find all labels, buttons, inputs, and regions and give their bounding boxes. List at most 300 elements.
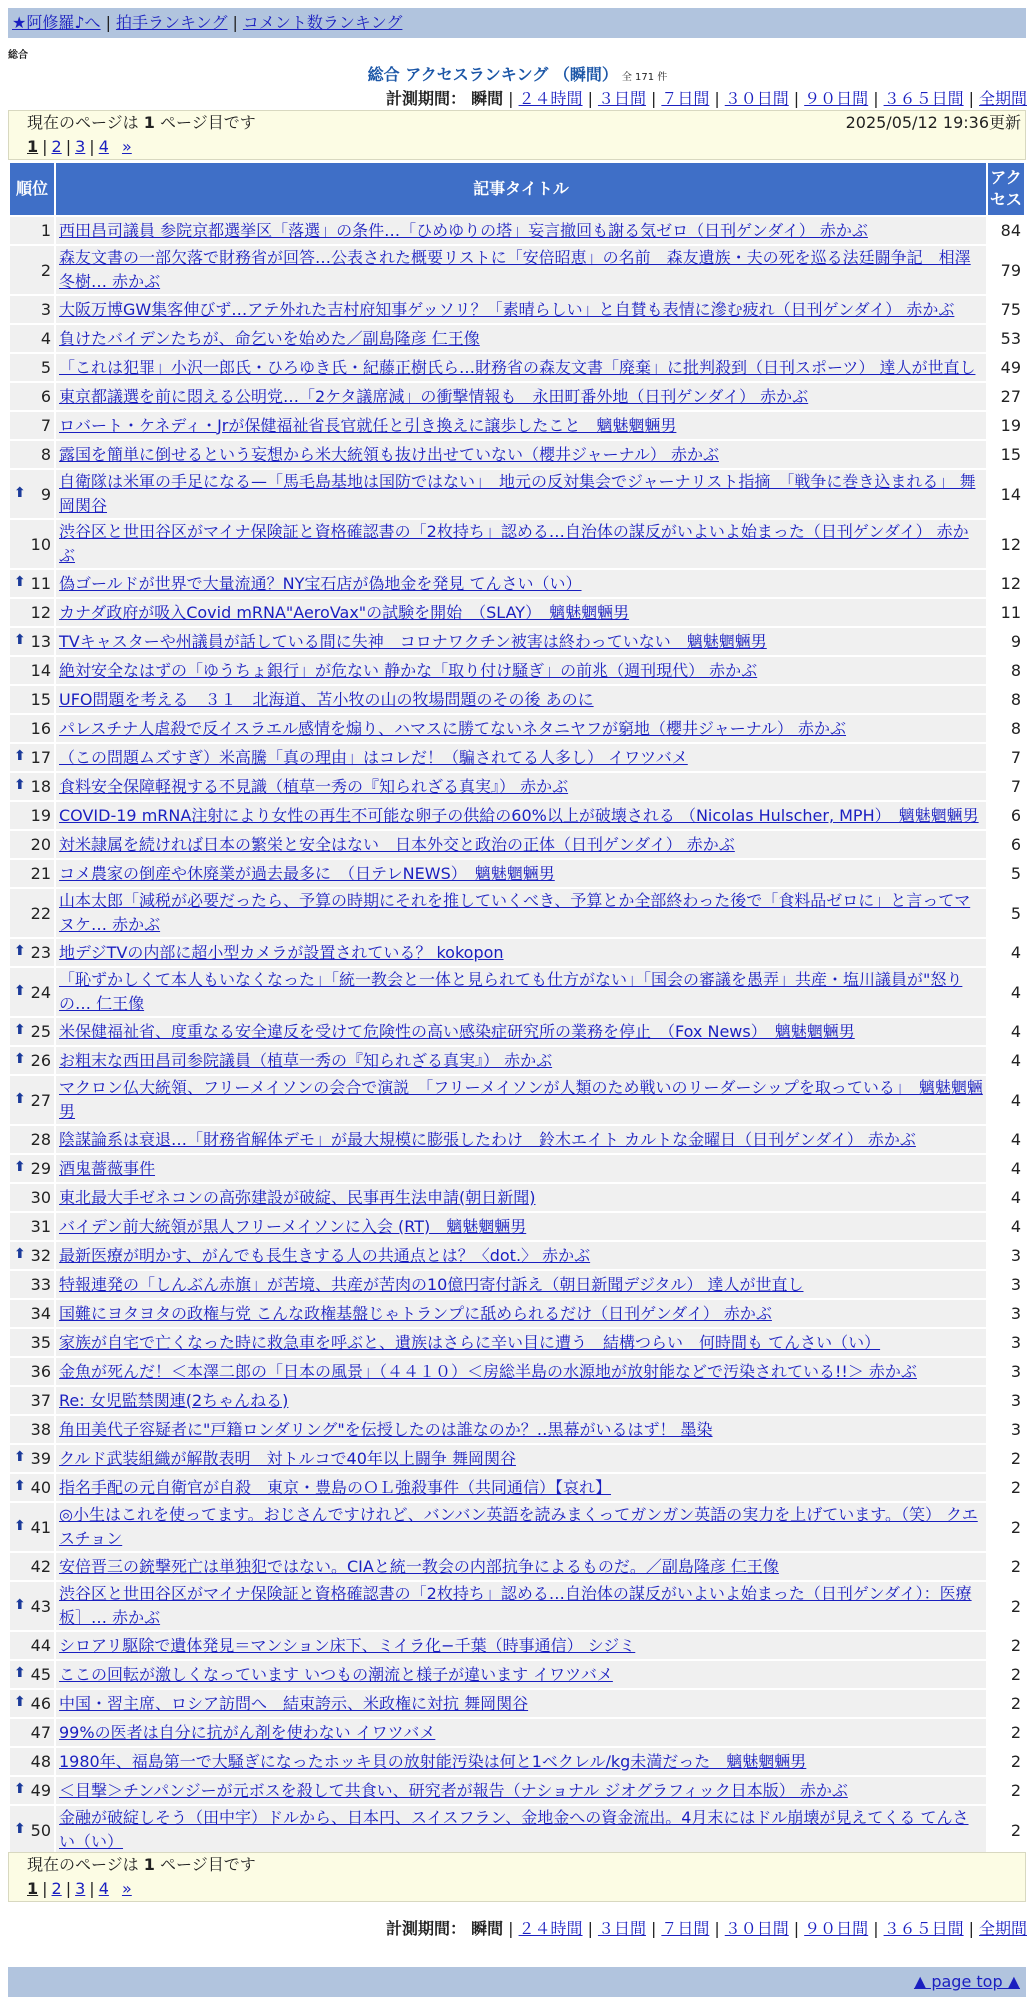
article-title-link[interactable]: ＜目撃＞チンパンジーが元ボスを殺して共食い、研究者が報告（ナショナル ジオグラフィック日本版） 赤かぶ xyxy=(59,1780,848,1800)
access-count: 19 xyxy=(988,412,1024,439)
rank-number: 31 xyxy=(30,1217,51,1236)
rank-number: 39 xyxy=(30,1449,51,1468)
table-row xyxy=(10,1719,1024,1746)
nav-separator: | xyxy=(232,13,238,32)
ranking-table xyxy=(8,161,1026,1856)
rank-up-arrow-icon: ⬆ xyxy=(14,1694,26,1710)
rank-number: 24 xyxy=(30,982,51,1002)
title-cell xyxy=(56,1582,986,1630)
table-row xyxy=(10,1184,1024,1211)
title-cell xyxy=(56,1018,986,1045)
article-title-link[interactable]: ここの回転が激しくなっています いつもの潮流と様子が違います イワツバメ xyxy=(59,1664,613,1684)
period-24h-link[interactable]: ２４時間 xyxy=(518,89,583,108)
rank-cell xyxy=(10,1748,54,1775)
title-cell xyxy=(56,773,986,800)
title-cell xyxy=(56,628,986,655)
rank-number: 12 xyxy=(30,603,51,622)
article-title-link[interactable]: 大阪万博GW集客伸びず…アテ外れた吉村府知事ゲッソリ？「素晴らしい」と自賛も表情に滲む疲れ（日刊ゲンダイ） 赤かぶ xyxy=(59,299,955,319)
article-title-link[interactable]: マクロン仏大統領、フリーメイソンの会合で演説 「フリーメイソンが人類のため戦いのリーダーシップを取っている」 魑魅魍魎男 xyxy=(59,1078,983,1121)
rank-cell xyxy=(10,1582,54,1630)
title-cell xyxy=(56,354,986,381)
period-7d-link[interactable]: ７日間 xyxy=(661,89,710,108)
pager-current-number: 1 xyxy=(143,1855,155,1874)
rank-number: 14 xyxy=(30,661,51,680)
table-row xyxy=(10,570,1024,597)
title-cell xyxy=(56,1748,986,1775)
rank-number: 49 xyxy=(30,1781,51,1800)
article-title-link[interactable]: 家族が自宅で亡くなった時に救急車を呼ぶと、遺族はさらに辛い目に遭う 結構つらい 何時間も てんさい（い） xyxy=(59,1332,881,1352)
rank-number: 16 xyxy=(30,719,51,738)
access-count: 4 xyxy=(988,1047,1024,1074)
access-count: 3 xyxy=(988,1358,1024,1385)
table-row xyxy=(10,686,1024,713)
title-cell xyxy=(56,715,986,742)
pager-prefix: 現在のページは xyxy=(27,1855,139,1874)
table-row xyxy=(10,889,1024,937)
table-row xyxy=(10,968,1024,1016)
pager-suffix: ページ目です xyxy=(160,1855,256,1874)
access-count: 3 xyxy=(988,1300,1024,1327)
article-title-link[interactable]: 米保健福祉省、度重なる安全違反を受けて危険性の高い感染症研究所の業務を停止 （Fox News） 魑魅魍魎男 xyxy=(59,1021,855,1041)
rank-cell xyxy=(10,1719,54,1746)
title-cell xyxy=(56,744,986,771)
pager-status xyxy=(9,111,1025,135)
period-label: 計測期間： xyxy=(386,89,467,108)
pager-page-4[interactable]: 4 xyxy=(98,1879,109,1898)
title-cell xyxy=(56,1155,986,1182)
pager-current-number: 1 xyxy=(143,113,155,132)
rank-number: 50 xyxy=(30,1820,51,1840)
rank-cell xyxy=(10,715,54,742)
article-title-link[interactable]: 西田昌司議員 参院京都選挙区「落選」の条件…「ひめゆりの塔」妄言撤回も謝る気ゼロ（日刊ゲンダイ） 赤かぶ xyxy=(59,220,868,240)
title-cell xyxy=(56,1358,986,1385)
table-row xyxy=(10,802,1024,829)
table-row xyxy=(10,412,1024,439)
pager-page-4[interactable]: 4 xyxy=(98,137,109,156)
table-row xyxy=(10,1777,1024,1804)
title-cell xyxy=(56,246,986,294)
rank-number: 25 xyxy=(30,1022,51,1041)
rank-up-arrow-icon: ⬆ xyxy=(14,1665,26,1681)
article-title-link[interactable]: 自衛隊は米軍の手足になる—「馬毛島基地は国防ではない」 地元の反対集会でジャーナリスト指摘 「戦争に巻き込まれる」 舞岡関谷 xyxy=(59,472,976,515)
title-cell xyxy=(56,383,986,410)
table-row xyxy=(10,354,1024,381)
article-title-link[interactable]: 特報連発の「しんぶん赤旗」が苦境、共産が苦肉の10億円寄付訴え（朝日新聞デジタル） 達人が世直し xyxy=(59,1274,804,1294)
article-title-link[interactable]: お粗末な西田昌司参院議員（植草一秀の『知られざる真実』） 赤かぶ xyxy=(59,1050,553,1070)
table-row xyxy=(10,1213,1024,1240)
access-count: 12 xyxy=(988,520,1024,568)
pager-page-2[interactable]: 2 xyxy=(51,137,62,156)
rank-up-arrow-icon: ⬆ xyxy=(14,1022,26,1038)
table-row xyxy=(10,628,1024,655)
rank-number: 15 xyxy=(30,690,51,709)
period-24h-link[interactable]: ２４時間 xyxy=(518,1919,583,1938)
title-cell xyxy=(56,599,986,626)
access-count: 4 xyxy=(988,1213,1024,1240)
title-cell xyxy=(56,570,986,597)
rank-cell xyxy=(10,354,54,381)
rank-number: 19 xyxy=(30,806,51,825)
article-title-link[interactable]: 渋谷区と世田谷区がマイナ保険証と資格確認書の「2枚持ち」認める…自治体の謀反がいよいよ始まった（日刊ゲンダイ） 赤かぶ xyxy=(59,522,969,565)
pager-page-3[interactable]: 3 xyxy=(75,137,86,156)
nav-separator: | xyxy=(105,13,111,32)
comment-ranking-link[interactable]: コメント数ランキング xyxy=(242,13,403,32)
rank-up-arrow-icon: ⬆ xyxy=(14,1159,26,1175)
title-cell xyxy=(56,325,986,352)
period-90d-link[interactable]: ９０日間 xyxy=(804,89,869,108)
article-title-link[interactable]: コメ農家の倒産や休廃業が過去最多に （日テレNEWS） 魑魅魍魎男 xyxy=(59,863,555,883)
rank-number: 17 xyxy=(30,748,51,767)
article-title-link[interactable]: COVID-19 mRNA注射により女性の再生不可能な卵子の供給の60%以上が破壊される （Nicolas Hulscher, MPH） 魑魅魍魎男 xyxy=(59,805,979,825)
title-cell xyxy=(56,1271,986,1298)
table-row xyxy=(10,1358,1024,1385)
title-cell xyxy=(56,1047,986,1074)
pager-next[interactable]: » xyxy=(121,1879,132,1898)
title-cell xyxy=(56,1213,986,1240)
article-title-link[interactable]: ◎小生はこれを使ってます。おじさんですけれど、バンバン英語を読みまくってガンガン英語の実力を上げています。（笑） クエスチョン xyxy=(59,1505,978,1548)
title-cell xyxy=(56,1661,986,1688)
article-title-link[interactable]: 金魚が死んだ！＜本澤二郎の「日本の風景」（４４１０）＜房総半島の水源地が放射能などで汚染されている!!＞ 赤かぶ xyxy=(59,1361,917,1381)
article-title-link[interactable]: 露国を簡単に倒せるという妄想から米大統領も抜け出せていない（櫻井ジャーナル） 赤かぶ xyxy=(59,444,719,464)
access-count: 14 xyxy=(988,470,1024,518)
article-title-link[interactable]: 中国・習主席、ロシア訪問へ 結束誇示、米政権に対抗 舞岡関谷 xyxy=(59,1693,529,1713)
article-title-link[interactable]: 角田美代子容疑者に"戸籍ロンダリング"を伝授したのは誰なのか？‥黒幕がいるはず！ 墨染 xyxy=(59,1419,713,1439)
access-count: 75 xyxy=(988,296,1024,323)
title-cell xyxy=(56,889,986,937)
article-title-link[interactable]: 東北最大手ゼネコンの高弥建設が破綻、民事再生法申請(朝日新聞) xyxy=(59,1187,536,1207)
access-count: 8 xyxy=(988,657,1024,684)
article-title-link[interactable]: 「恥ずかしくて本人もいなくなった」「統一教会と一体と見られても仕方がない」「国会の審議を愚弄」共産・塩川議員が"怒りの… 仁王像 xyxy=(59,970,963,1013)
pager-current: 1 xyxy=(27,1879,39,1898)
period-3d-link[interactable]: ３日間 xyxy=(597,1919,646,1938)
rank-number: 7 xyxy=(40,416,51,435)
rank-cell xyxy=(10,1126,54,1153)
table-row xyxy=(10,1445,1024,1472)
table-row xyxy=(10,1806,1024,1854)
rank-number: 2 xyxy=(40,260,51,280)
rank-cell xyxy=(10,773,54,800)
access-count: 4 xyxy=(988,1076,1024,1124)
rank-cell xyxy=(10,325,54,352)
title-cell xyxy=(56,441,986,468)
rank-number: 11 xyxy=(30,574,51,593)
table-row xyxy=(10,1242,1024,1269)
period-label: 計測期間： xyxy=(386,1919,467,1938)
rank-number: 20 xyxy=(30,835,51,854)
rank-cell xyxy=(10,1155,54,1182)
rank-cell xyxy=(10,383,54,410)
access-count: 4 xyxy=(988,1018,1024,1045)
article-title-link[interactable]: シロアリ駆除で遺体発見＝マンション床下、ミイラ化−千葉（時事通信） シジミ xyxy=(59,1635,636,1655)
access-count: 2 xyxy=(988,1661,1024,1688)
header-access: アクセス xyxy=(988,163,1024,215)
access-count: 49 xyxy=(988,354,1024,381)
title-cell xyxy=(56,1387,986,1414)
access-count: 7 xyxy=(988,773,1024,800)
period-30d-link[interactable]: ３０日間 xyxy=(724,1919,789,1938)
rank-number: 46 xyxy=(30,1694,51,1713)
rank-number: 27 xyxy=(30,1090,51,1110)
title-cell xyxy=(56,1553,986,1580)
period-3d-link[interactable]: ３日間 xyxy=(597,89,646,108)
article-title-link[interactable]: TVキャスターや州議員が話している間に失神 コロナワクチン被害は終わっていない 魑魅魍魎男 xyxy=(59,631,767,651)
rank-up-arrow-icon: ⬆ xyxy=(14,943,26,959)
article-title-link[interactable]: 山本太郎「減税が必要だったら、予算の時期にそれを推していくべき、予算とか全部終わった後で「食料品ゼロに」と言ってマヌケ… 赤かぶ xyxy=(59,891,971,934)
rank-up-arrow-icon: ⬆ xyxy=(14,1478,26,1494)
rank-cell xyxy=(10,1777,54,1804)
title-cell xyxy=(56,1445,986,1472)
pager-top xyxy=(8,110,1026,160)
access-count: 2 xyxy=(988,1582,1024,1630)
access-count: 53 xyxy=(988,325,1024,352)
rank-up-arrow-icon: ⬆ xyxy=(14,1596,26,1613)
title-cell xyxy=(56,968,986,1016)
title-cell xyxy=(56,1777,986,1804)
updated-timestamp: 2025/05/12 19:36更新 xyxy=(845,113,1021,132)
rank-number: 3 xyxy=(40,300,51,319)
table-row xyxy=(10,657,1024,684)
applause-ranking-link[interactable]: 拍手ランキング xyxy=(115,13,228,32)
rank-number: 8 xyxy=(40,445,51,464)
article-title-link[interactable]: 負けたバイデンたちが、命乞いを始めた／副島隆彦 仁王像 xyxy=(59,328,480,348)
title-cell xyxy=(56,1242,986,1269)
rank-cell xyxy=(10,1184,54,1211)
article-title-link[interactable]: ロバート・ケネディ・Jrが保健福祉省長官就任と引き換えに譲歩したこと 魑魅魍魎男 xyxy=(59,415,677,435)
rank-number: 41 xyxy=(30,1517,51,1537)
table-row xyxy=(10,1155,1024,1182)
rank-cell xyxy=(10,1018,54,1045)
rank-up-arrow-icon: ⬆ xyxy=(14,574,26,590)
table-row xyxy=(10,1503,1024,1551)
pager-links-bottom: 1 | 2 | 3 | 4 » xyxy=(27,1879,132,1898)
pager-status-bottom xyxy=(9,1853,1025,1877)
rank-number: 34 xyxy=(30,1304,51,1323)
table-row xyxy=(10,325,1024,352)
rank-cell xyxy=(10,1242,54,1269)
table-row xyxy=(10,1300,1024,1327)
rank-cell xyxy=(10,217,54,244)
title-cell xyxy=(56,1690,986,1717)
rank-number: 6 xyxy=(40,387,51,406)
article-title-link[interactable]: クルド武装組織が解散表明 対トルコで40年以上闘争 舞岡関谷 xyxy=(59,1448,516,1468)
table-row xyxy=(10,1748,1024,1775)
access-count: 2 xyxy=(988,1690,1024,1717)
table-row xyxy=(10,860,1024,887)
access-count: 2 xyxy=(988,1719,1024,1746)
rank-cell xyxy=(10,1213,54,1240)
rank-cell xyxy=(10,1661,54,1688)
title-cell xyxy=(56,1806,986,1854)
article-title-link[interactable]: 安倍晋三の銃撃死亡は単独犯ではない。CIAと統一教会の内部抗争によるものだ。／副島隆彦 仁王像 xyxy=(59,1556,779,1576)
article-title-link[interactable]: 99%の医者は自分に抗がん剤を使わない イワツバメ xyxy=(59,1722,436,1742)
rank-cell xyxy=(10,889,54,937)
article-title-link[interactable]: （この問題ムズすぎ）米高騰「真の理由」はコレだ！（騙されてる人多し） イワツバメ xyxy=(59,747,688,767)
rank-number: 5 xyxy=(40,358,51,377)
article-title-link[interactable]: 1980年、福島第一で大騒ぎになったホッキ貝の放射能汚染は何と1ベクレル/kg未満だった 魑魅魍魎男 xyxy=(59,1751,807,1771)
article-title-link[interactable]: 森友文書の一部欠落で財務省が回答…公表された概要リストに「安倍昭恵」の名前 森友遺族・夫の死を巡る法廷闘争記 相澤冬樹… 赤かぶ xyxy=(59,248,971,291)
rank-cell xyxy=(10,744,54,771)
pager-current: 1 xyxy=(27,137,39,156)
table-row xyxy=(10,1661,1024,1688)
page-title xyxy=(0,62,1035,85)
rank-number: 22 xyxy=(30,903,51,923)
article-title-link[interactable]: 「これは犯罪」小沢一郎氏・ひろゆき氏・紀藤正樹氏ら…財務省の森友文書「廃棄」に批判殺到（日刊スポーツ） 達人が世直し xyxy=(59,357,976,377)
access-count: 4 xyxy=(988,1126,1024,1153)
rank-cell xyxy=(10,1329,54,1356)
rank-number: 40 xyxy=(30,1478,51,1497)
rank-number: 42 xyxy=(30,1557,51,1576)
access-count: 3 xyxy=(988,1416,1024,1443)
access-count: 8 xyxy=(988,715,1024,742)
table-row xyxy=(10,939,1024,966)
article-title-link[interactable]: UFO問題を考える ３１ 北海道、苫小牧の山の牧場問題のその後 あのに xyxy=(59,689,594,709)
rank-cell xyxy=(10,1632,54,1659)
article-title-link[interactable]: 指名手配の元自衛官が自殺 東京・豊島のＯＬ強殺事件（共同通信）【哀れ】 xyxy=(59,1477,612,1497)
title-cell xyxy=(56,412,986,439)
article-title-link[interactable]: 偽ゴールドが世界で大量流通？NY宝石店が偽地金を発見 てんさい（い） xyxy=(59,573,582,593)
article-title-link[interactable]: 東京都議選を前に悶える公明党…「2ケタ議席減」の衝撃情報も 永田町番外地（日刊ゲンダイ） 赤かぶ xyxy=(59,386,809,406)
period-365d-link[interactable]: ３６５日間 xyxy=(883,1919,964,1938)
rank-cell xyxy=(10,412,54,439)
period-current: 瞬間 xyxy=(471,89,504,108)
rank-number: 47 xyxy=(30,1723,51,1742)
access-count: 15 xyxy=(988,441,1024,468)
access-count: 3 xyxy=(988,1271,1024,1298)
total-count: 全 171 件 xyxy=(621,72,668,83)
rank-cell xyxy=(10,1690,54,1717)
article-title-link[interactable]: 渋谷区と世田谷区がマイナ保険証と資格確認書の「2枚持ち」認める…自治体の謀反がいよいよ始まった（日刊ゲンダイ）：医療板］… 赤かぶ xyxy=(59,1584,972,1627)
rank-cell xyxy=(10,441,54,468)
table-row xyxy=(10,1047,1024,1074)
access-count: 4 xyxy=(988,968,1024,1016)
table-row xyxy=(10,1416,1024,1443)
title-cell xyxy=(56,520,986,568)
title-cell xyxy=(56,860,986,887)
access-count: 7 xyxy=(988,744,1024,771)
table-row xyxy=(10,470,1024,518)
rank-cell xyxy=(10,860,54,887)
article-title-link[interactable]: パレスチナ人虐殺で反イスラエル感情を煽り、ハマスに勝てないネタニヤフが窮地（櫻井ジャーナル） 赤かぶ xyxy=(59,718,847,738)
rank-number: 35 xyxy=(30,1333,51,1352)
pager-page-3[interactable]: 3 xyxy=(75,1879,86,1898)
access-count: 3 xyxy=(988,1242,1024,1269)
rank-cell xyxy=(10,1416,54,1443)
rank-cell xyxy=(10,570,54,597)
rank-up-arrow-icon: ⬆ xyxy=(14,777,26,793)
period-365d-link[interactable]: ３６５日間 xyxy=(883,89,964,108)
table-row xyxy=(10,1018,1024,1045)
access-count: 79 xyxy=(988,246,1024,294)
access-count: 6 xyxy=(988,831,1024,858)
period-all-link[interactable]: 全期間 xyxy=(978,89,1027,108)
rank-up-arrow-icon: ⬆ xyxy=(14,1781,26,1797)
access-count: 8 xyxy=(988,686,1024,713)
rank-number: 4 xyxy=(40,329,51,348)
article-title-link[interactable]: 食料安全保障軽視する不見識（植草一秀の『知られざる真実』） 赤かぶ xyxy=(59,776,569,796)
home-link[interactable]: ★阿修羅♪へ xyxy=(12,13,101,32)
period-all-link[interactable]: 全期間 xyxy=(978,1919,1027,1938)
article-title-link[interactable]: 陰謀論系は衰退…「財務省解体デモ」が最大規模に膨張したわけ 鈴木エイト カルトな金曜日（日刊ゲンダイ） 赤かぶ xyxy=(59,1129,916,1149)
table-row xyxy=(10,246,1024,294)
article-title-link[interactable]: 地デジTVの内部に超小型カメラが設置されている？ kokopon xyxy=(59,942,504,962)
access-count: 2 xyxy=(988,1474,1024,1501)
table-row xyxy=(10,1329,1024,1356)
title-cell xyxy=(56,657,986,684)
rank-number: 13 xyxy=(30,632,51,651)
period-90d-link[interactable]: ９０日間 xyxy=(804,1919,869,1938)
rank-cell xyxy=(10,1445,54,1472)
access-count: 3 xyxy=(988,1387,1024,1414)
pager-prefix: 現在のページは xyxy=(27,113,139,132)
article-title-link[interactable]: バイデン前大統領が黒人フリーメイソンに入会 (RT) 魑魅魍魎男 xyxy=(59,1216,527,1236)
article-title-link[interactable]: Re: 女児監禁関連(2ちゃんねる) xyxy=(59,1390,289,1410)
rank-up-arrow-icon: ⬆ xyxy=(14,1517,26,1534)
title-cell xyxy=(56,831,986,858)
rank-number: 36 xyxy=(30,1362,51,1381)
article-title-link[interactable]: 酒鬼薔薇事件 xyxy=(59,1158,156,1178)
section-label: 総合 xyxy=(8,50,28,61)
rank-cell xyxy=(10,1271,54,1298)
article-title-link[interactable]: カナダ政府が吸入Covid mRNA"AeroVax"の試験を開始 （SLAY） 魑魅魍魎男 xyxy=(59,602,630,622)
rank-cell xyxy=(10,1300,54,1327)
article-title-link[interactable]: 絶対安全なはずの「ゆうちょ銀行」が危ない 静かな「取り付け騒ぎ」の前兆（週刊現代） 赤かぶ xyxy=(59,660,758,680)
access-count: 6 xyxy=(988,802,1024,829)
page-top-link[interactable]: ▲ page top ▲ xyxy=(913,1972,1020,1991)
rank-cell xyxy=(10,657,54,684)
period-30d-link[interactable]: ３０日間 xyxy=(724,89,789,108)
access-count: 2 xyxy=(988,1777,1024,1804)
table-row xyxy=(10,1076,1024,1124)
article-title-link[interactable]: 最新医療が明かす、がんでも長生きする人の共通点とは？〈dot.〉 赤かぶ xyxy=(59,1245,591,1265)
title-cell xyxy=(56,686,986,713)
table-row xyxy=(10,441,1024,468)
access-count: 9 xyxy=(988,628,1024,655)
access-count: 2 xyxy=(988,1632,1024,1659)
access-count: 2 xyxy=(988,1553,1024,1580)
period-current: 瞬間 xyxy=(471,1919,504,1938)
rank-cell xyxy=(10,1387,54,1414)
article-title-link[interactable]: 国難にヨタヨタの政権与党 こんな政権基盤じゃトランプに舐められるだけ（日刊ゲンダイ） 赤かぶ xyxy=(59,1303,772,1323)
rank-number: 26 xyxy=(30,1051,51,1070)
bottom-bar xyxy=(8,1967,1026,1997)
rank-number: 44 xyxy=(30,1636,51,1655)
period-7d-link[interactable]: ７日間 xyxy=(661,1919,710,1938)
page-title-text: 総合 アクセスランキング （瞬間） xyxy=(367,65,618,84)
top-nav-bar xyxy=(8,8,1026,38)
rank-number: 48 xyxy=(30,1752,51,1771)
rank-number: 32 xyxy=(30,1246,51,1265)
title-cell xyxy=(56,1076,986,1124)
pager-next[interactable]: » xyxy=(121,137,132,156)
rank-cell xyxy=(10,296,54,323)
table-row xyxy=(10,715,1024,742)
rank-cell xyxy=(10,246,54,294)
rank-up-arrow-icon: ⬆ xyxy=(14,632,26,648)
pager-page-2[interactable]: 2 xyxy=(51,1879,62,1898)
rank-cell xyxy=(10,968,54,1016)
article-title-link[interactable]: 金融が破綻しそう（田中宇）ドルから、日本円、スイスフラン、金地金への資金流出。4月末にはドル崩壊が見えてくる てんさい（い） xyxy=(59,1808,969,1851)
access-count: 4 xyxy=(988,1184,1024,1211)
rank-number: 33 xyxy=(30,1275,51,1294)
title-cell xyxy=(56,1126,986,1153)
access-count: 2 xyxy=(988,1748,1024,1775)
rank-cell xyxy=(10,520,54,568)
table-row xyxy=(10,1474,1024,1501)
rank-cell xyxy=(10,831,54,858)
article-title-link[interactable]: 対米隷属を続ければ日本の繁栄と安全はない 日本外交と政治の正体（日刊ゲンダイ） 赤かぶ xyxy=(59,834,735,854)
title-cell xyxy=(56,1184,986,1211)
rank-up-arrow-icon: ⬆ xyxy=(14,748,26,764)
